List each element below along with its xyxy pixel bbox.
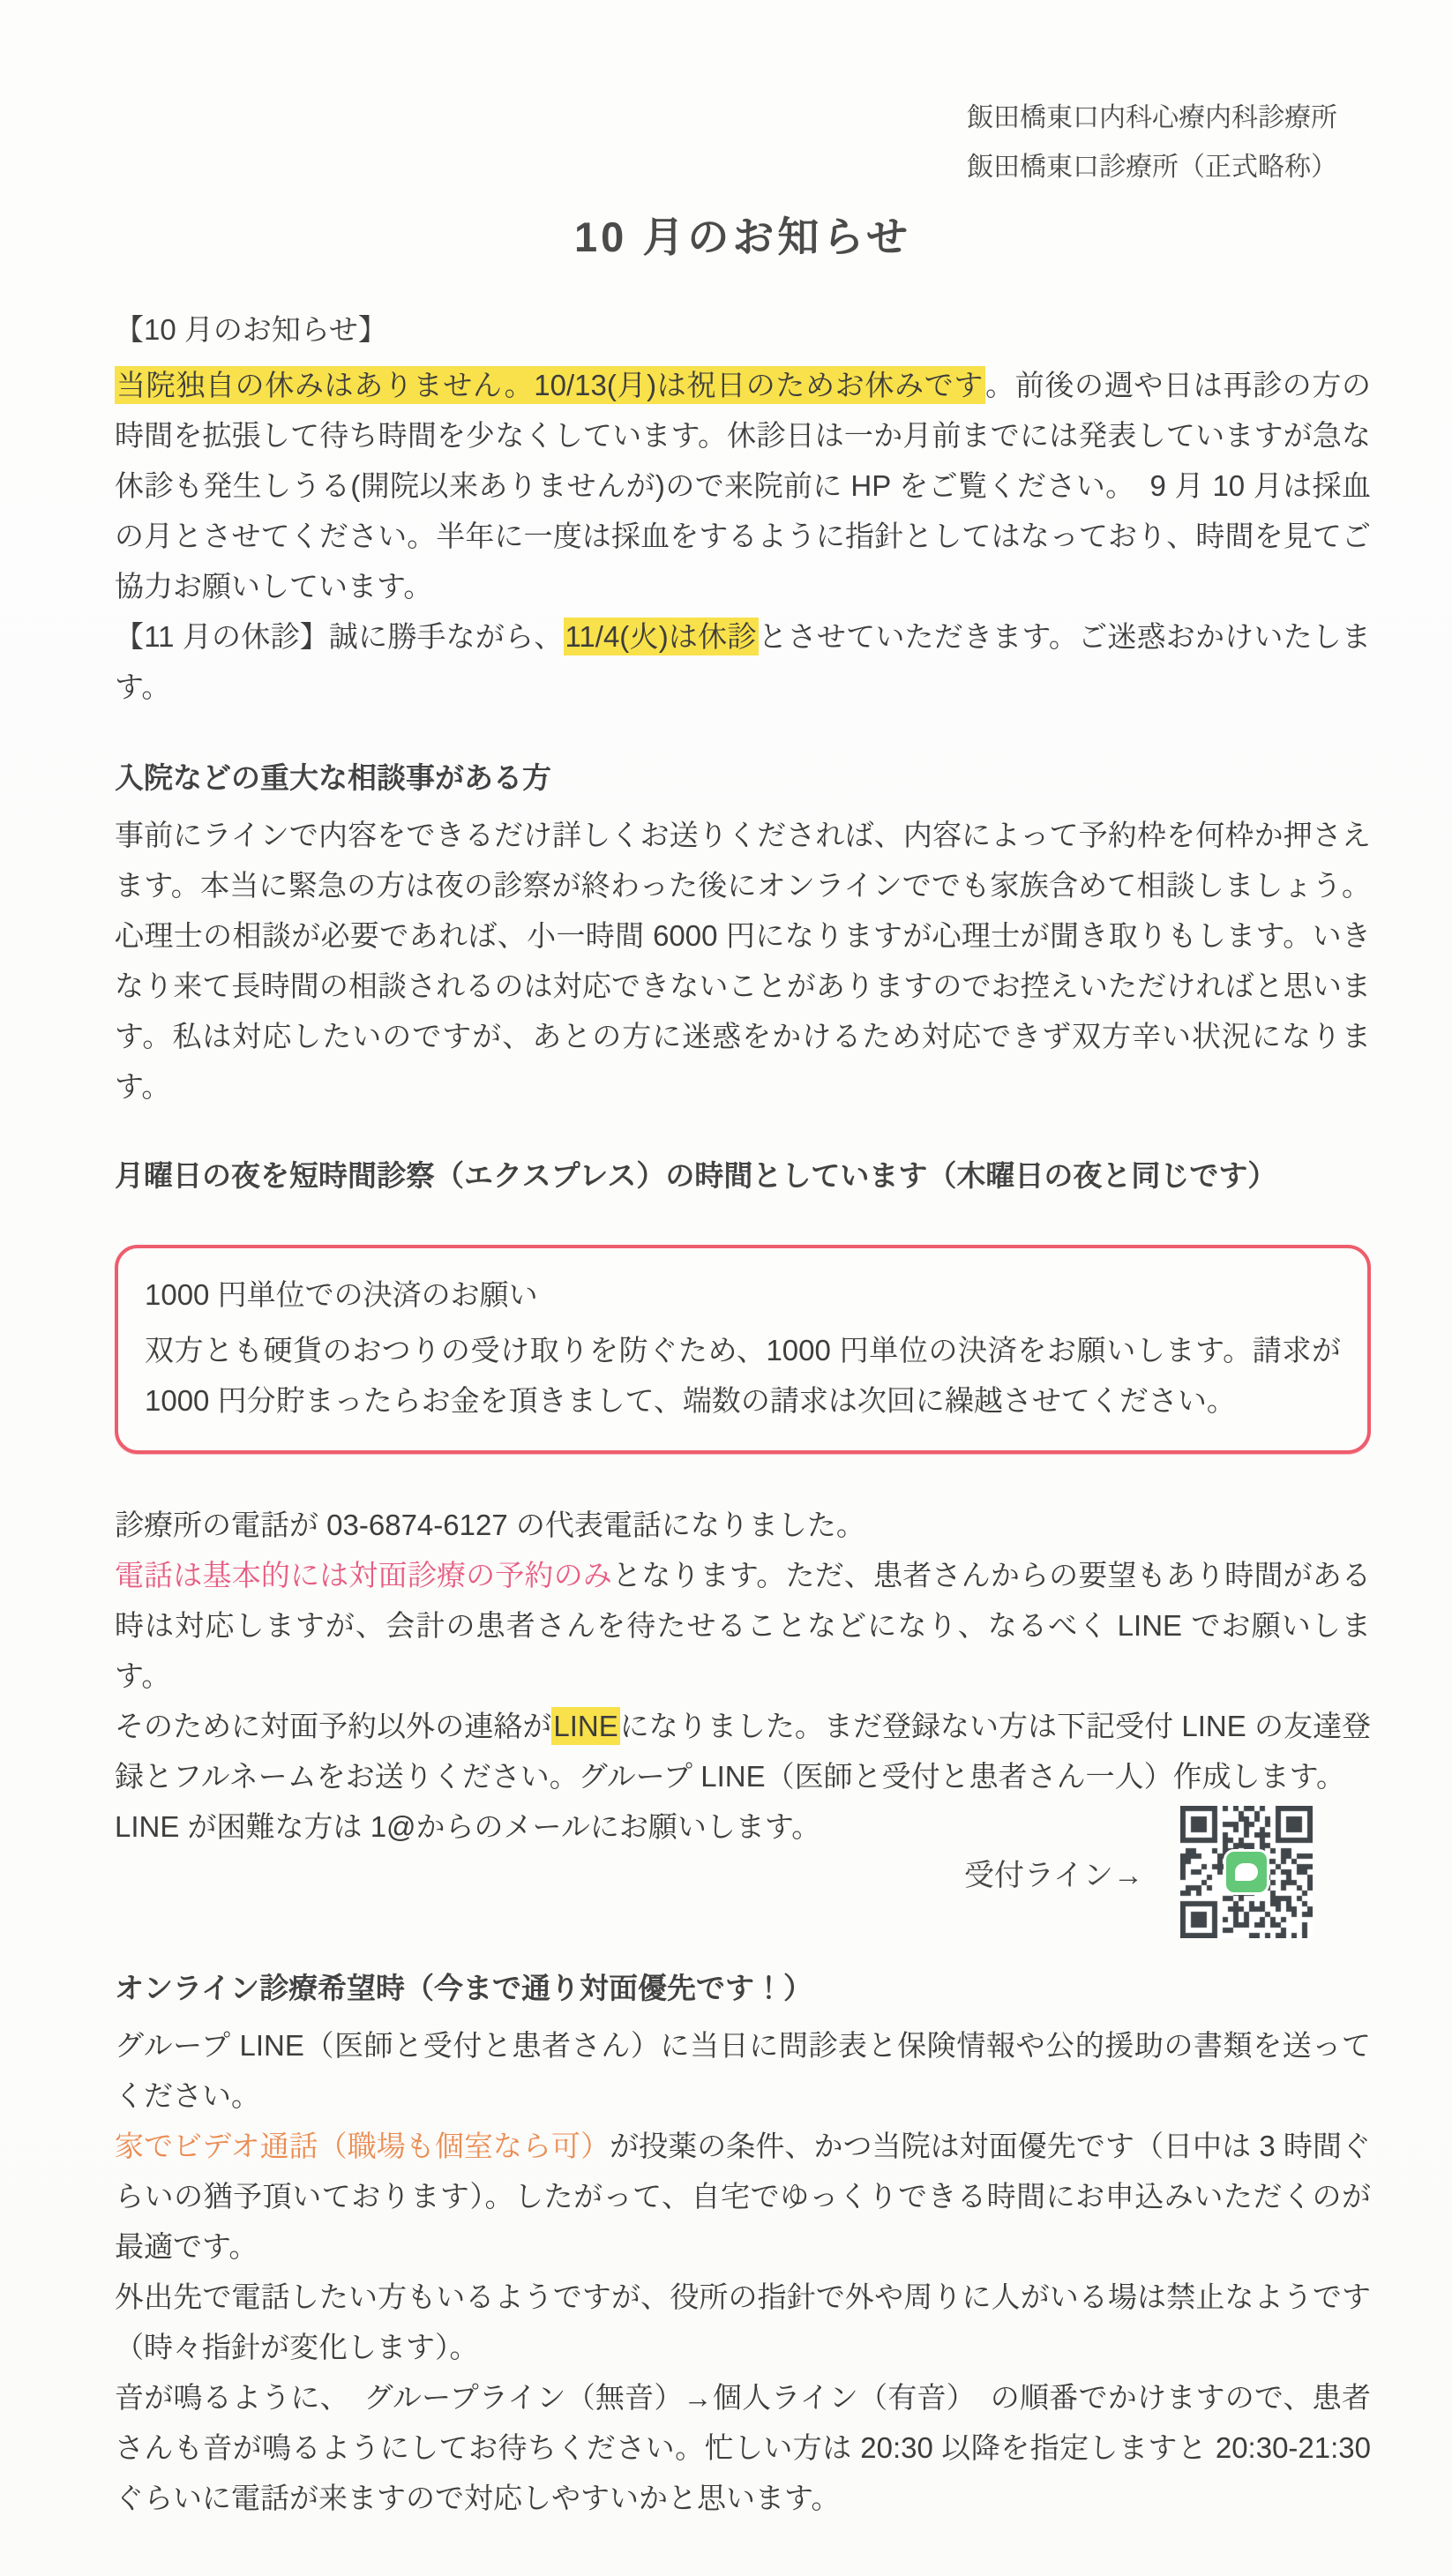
section-phone (115, 1500, 1371, 1938)
mail-fallback-line: LINE が困難な方は 1@からのメールにお願いします。 (115, 1810, 821, 1843)
clinic-name-short: 飯田橋東口診療所（正式略称） (967, 153, 1337, 182)
online-line3: 外出先で電話したい方もいるようですが、役所の指針で外や周りに人がいる場は禁止なようです（時々指針が変化します）。 (115, 2280, 1371, 2363)
line-highlighted-text: LINE (551, 1707, 619, 1745)
online-heading: オンライン診療希望時（今まで通り対面優先です！） (115, 1972, 813, 2004)
section-online (115, 1963, 1371, 2523)
page-title: 10 月のお知らせ (574, 213, 911, 260)
november-closure-line (115, 611, 1371, 712)
chat-bubble-icon (1235, 1863, 1258, 1881)
payment-box-heading: 1000 円単位での決済のお願い (145, 1278, 538, 1311)
payment-box-body: 双方とも硬貨のおつりの受け取りを防ぐため、1000 円単位の決済をお願いします。請求が 1000 円分貯まったらお金を頂きまして、端数の請求は次回に繰越させてください。 (145, 1334, 1341, 1417)
clinic-name-full: 飯田橋東口内科心療内科診療所 (967, 103, 1337, 132)
november-prefix: 【11 月の休診】誠に勝手ながら、 (115, 620, 564, 653)
line-app-icon (1224, 1849, 1269, 1895)
online-line1: グループ LINE（医師と受付と患者さん）に当日に問診表と保険情報や公的援助の書類を送ってください。 (115, 2029, 1371, 2112)
section-express (115, 1150, 1371, 1201)
online-orange-text: 家でビデオ通話（職場も個室なら可） (115, 2130, 610, 2162)
line-contact-prefix: そのために対面予約以外の連絡が (115, 1710, 552, 1742)
october-paragraph (115, 360, 1371, 611)
online-line4: 音が鳴るように、 グループライン（無音）→個人ライン（有音） の順番でかけますので、患者さんも音が鳴るようにしてお待ちください。忙しい方は 20:30 以降を指定しますと 20:30-21:30 ぐらいに電話が来ますので対応しやすいかと思います。 (115, 2381, 1371, 2514)
october-heading: 【10 月のお知らせ】 (115, 313, 387, 346)
qr-label: 受付ライン→ (964, 1858, 1143, 1892)
phone-policy-line (115, 1550, 1371, 1701)
online-line2-rest: が投薬の条件、かつ当院は対面優先です（日中は 3 時間ぐらいの猶予頂いております）。したがって、自宅でゆっくりできる時間にお申込みいただくのが最適です。 (115, 2130, 1371, 2263)
phone-policy-rest: となります。ただ、患者さんからの要望もあり時間がある時は対応しますが、会計の患者さんを待たせることなどになり、なるべく LINE でお願いします。 (115, 1559, 1371, 1692)
consultation-heading: 入院などの重大な相談事がある方 (115, 761, 551, 794)
line-contact-line (115, 1701, 1371, 1801)
clinic-name-block (115, 94, 1371, 192)
section-consultation (115, 753, 1371, 1112)
phone-number-line: 診療所の電話が 03-6874-6127 の代表電話になりました。 (115, 1509, 865, 1541)
line-qr-code (1180, 1806, 1313, 1938)
consultation-body: 事前にラインで内容をできるだけ詳しくお送りくだされば、内容によって予約枠を何枠か押さえます。本当に緊急の方は夜の診察が終わった後にオンラインででも家族含めて相談しましょう。心理士の相談が必要であれば、小一時間 6000 円になりますが心理士が聞き取りもします。いきなり来て長時間の相談されるのは対応できないことがありますのでお控えいただければと思います。私は対応したいのですが、あとの方に迷惑をかけるため対応できず双方辛い状況になります。 (115, 819, 1371, 1103)
phone-policy-pink-text: 電話は基本的には対面診療の予約のみ (115, 1559, 613, 1591)
november-suffix: とさせていただきます。ご迷惑おかけいたします。 (115, 620, 1371, 703)
online-line2 (115, 2121, 1371, 2272)
express-note: 月曜日の夜を短時間診察（エクスプレス）の時間としています（木曜日の夜と同じです） (115, 1159, 1277, 1192)
november-highlighted-text: 11/4(火)は休診 (564, 618, 759, 655)
line-contact-suffix: になりました。まだ登録ない方は下記受付 LINE の友達登録とフルネームをお送りください。グループ LINE（医師と受付と患者さん一人）作成します。 (115, 1710, 1372, 1793)
october-body-text: 。前後の週や日は再診の方の時間を拡張して待ち時間を少なくしています。休診日は一か月前までには発表していますが急な休診も発生しうる(開院以来ありませんが)ので来院前に HP をご覧ください。 9 月 10 月は採血の月とさせてください。半年に一度は採血をするように指針としてはなっており、時間を見てご協力お願いしています。 (115, 369, 1371, 603)
section-october (115, 304, 1371, 712)
payment-request-box (115, 1245, 1371, 1454)
october-highlighted-text: 当院独自の休みはありません。10/13(月)は祝日のためお休みです (115, 366, 985, 404)
